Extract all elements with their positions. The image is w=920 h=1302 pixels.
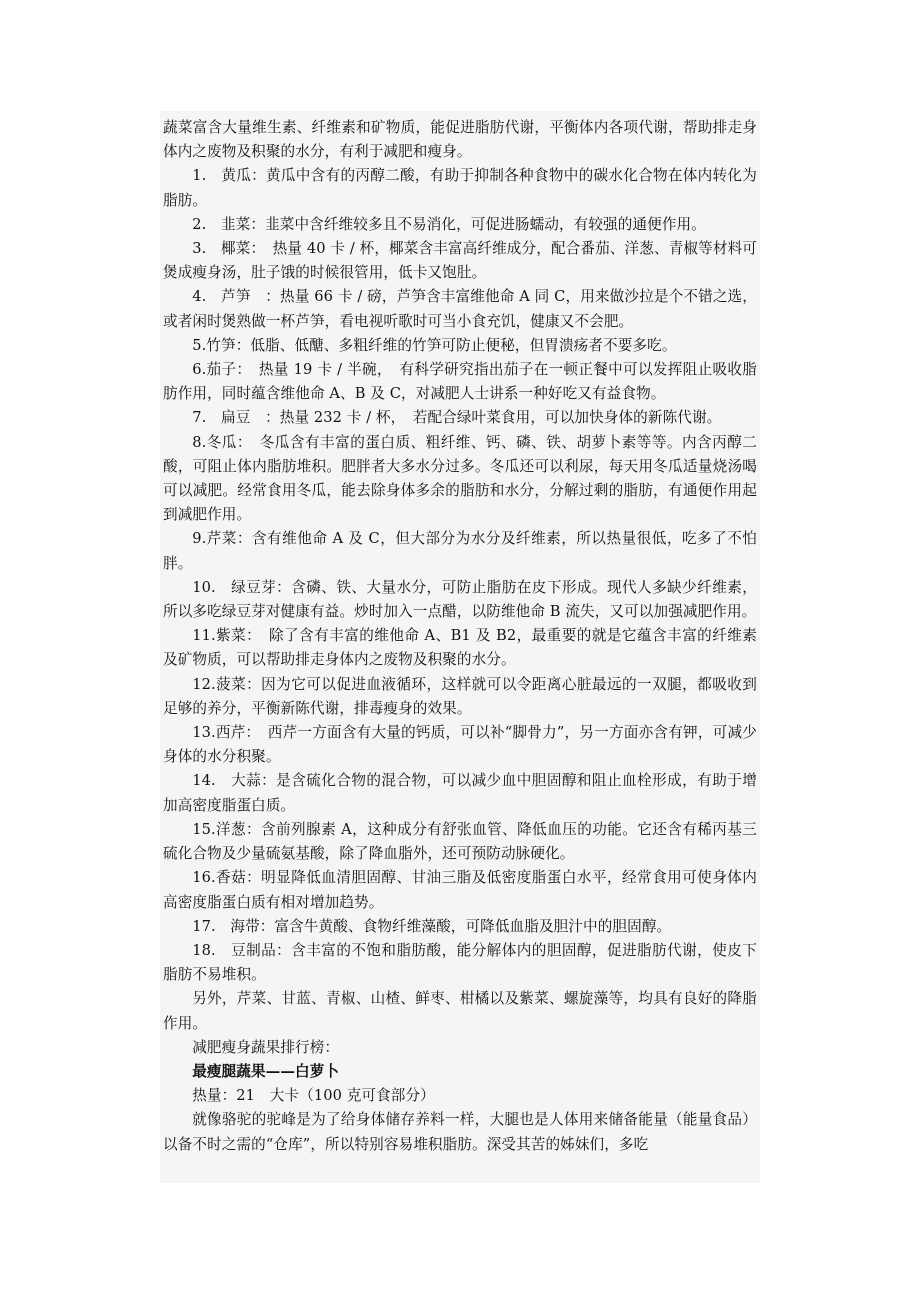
intro-paragraph: 蔬菜富含大量维生素、纤维素和矿物质，能促进脂肪代谢，平衡体内各项代谢，帮助排走身体内之废物及积聚的水分，有利于减肥和瘦身。 [163,119,757,161]
item-seaweed: 11.紫菜： 除了含有丰富的维他命 A、B1 及 B2，最重要的就是它蕴含丰富的纤维素及矿物质，可以帮助排走身体内之废物及积聚的水分。 [163,627,757,669]
item-garlic: 14. 大蒜：是含硫化合物的混合物，可以减少血中胆固醇和阻止血栓形成，有助于增加高密度脂蛋白质。 [163,772,757,814]
item-kelp: 17. 海带：富含牛黄酸、食物纤维藻酸，可降低血脂及胆汁中的胆固醇。 [192,917,672,935]
calorie-line: 热量：21 大卡（100 克可食部分） [192,1087,435,1105]
item-soy-products: 18. 豆制品：含丰富的不饱和脂肪酸，能分解体内的胆固醇，促进脂肪代谢，使皮下脂肪不易堆积。 [163,941,757,984]
item-mushroom: 16.香菇：明显降低血清胆固醇、甘油三脂及低密度脂蛋白水平，经常食用可使身体内高密度脂蛋白质有相对增加趋势。 [163,869,757,911]
item-bamboo-shoot: 5.竹笋：低脂、低醣、多粗纤维的竹笋可防止便秘，但胃溃疡者不要多吃。 [192,336,677,354]
item-cucumber: 1. 黄瓜：黄瓜中含有的丙醇二酸，有助于抑制各种食物中的碳水化合物在体内转化为脂肪。 [163,167,757,209]
item-mung-bean-sprout: 10. 绿豆芽：含磷、铁、大量水分，可防止脂肪在皮下形成。现代人多缺少纤维素，所以多吃绿豆芽对健康有益。炒时加入一点醋，以防维他命 B 流失，又可以加强减肥作用。 [163,578,757,621]
document-body [163,116,757,1157]
item-spinach: 12.菠菜：因为它可以促进血液循环，这样就可以令距离心脏最远的一双腿，都吸收到足够的养分，平衡新陈代谢，排毒瘦身的效果。 [163,675,757,717]
item-onion: 15.洋葱：含前列腺素 A，这种成分有舒张血管、降低血压的功能。它还含有稀丙基三硫化合物及少量硫氨基酸，除了降血脂外，还可预防动脉硬化。 [163,820,757,863]
item-western-celery: 13.西芹： 西芹一方面含有大量的钙质，可以补“脚骨力”，另一方面亦含有钾，可减少身体的水分积聚。 [163,724,757,766]
extra-paragraph: 另外，芹菜、甘蓝、青椒、山楂、鲜枣、柑橘以及紫菜、螺旋藻等，均具有良好的降脂作用。 [163,990,757,1032]
item-chives: 2. 韭菜：韭菜中含纤维较多且不易消化，可促进肠蠕动，有较强的通便作用。 [192,215,706,233]
item-asparagus: 4. 芦笋 ：热量 66 卡 / 磅，芦笋含丰富维他命 A 同 C，用来做沙拉是个不错之选，或者闲时煲熟做一杯芦笋，看电视听歌时可当小食充饥，健康又不会肥。 [163,288,757,330]
ranking-label: 减肥瘦身蔬果排行榜： [192,1038,340,1056]
item-celery: 9.芹菜：含有维他命 A 及 C，但大部分为水分及纤维素，所以热量很低，吃多了不怕胖。 [163,530,757,572]
item-winter-melon: 8.冬瓜： 冬瓜含有丰富的蛋白质、粗纤维、钙、磷、铁、胡萝卜素等等。内含丙醇二酸，可阻止体内脂肪堆积。肥胖者大多水分过多。冬瓜还可以利尿，每天用冬瓜适量烧汤喝可以减肥。经常食用冬瓜，能去除身体多余的脂肪和水分，分解过剩的脂肪，有通便作用起到减肥作用。 [163,433,757,524]
item-lentil: 7. 扁豆 ：热量 232 卡 / 杯， 若配合绿叶菜食用，可以加快身体的新陈代谢。 [192,409,722,427]
last-paragraph: 就像骆驼的驼峰是为了给身体储存养料一样，大腿也是人体用来储备能量（能量食品）以备不时之需的“仓库”，所以特别容易堆积脂肪。深受其苦的姊妹们，多吃 [163,1111,757,1153]
item-cabbage: 3. 椰菜： 热量 40 卡 / 杯，椰菜含丰富高纤维成分，配合番茄、洋葱、青椒等材料可煲成瘦身汤，肚子饿的时候很管用，低卡又饱肚。 [163,240,757,282]
item-eggplant: 6.茄子： 热量 19 卡 / 半碗， 有科学研究指出茄子在一顿正餐中可以发挥阻止吸收脂肪作用，同时蕴含维他命 A、B 及 C，对减肥人士讲系一种好吃又有益食物。 [163,361,757,403]
ranking-title: 最瘦腿蔬果——白萝卜 [192,1062,340,1080]
